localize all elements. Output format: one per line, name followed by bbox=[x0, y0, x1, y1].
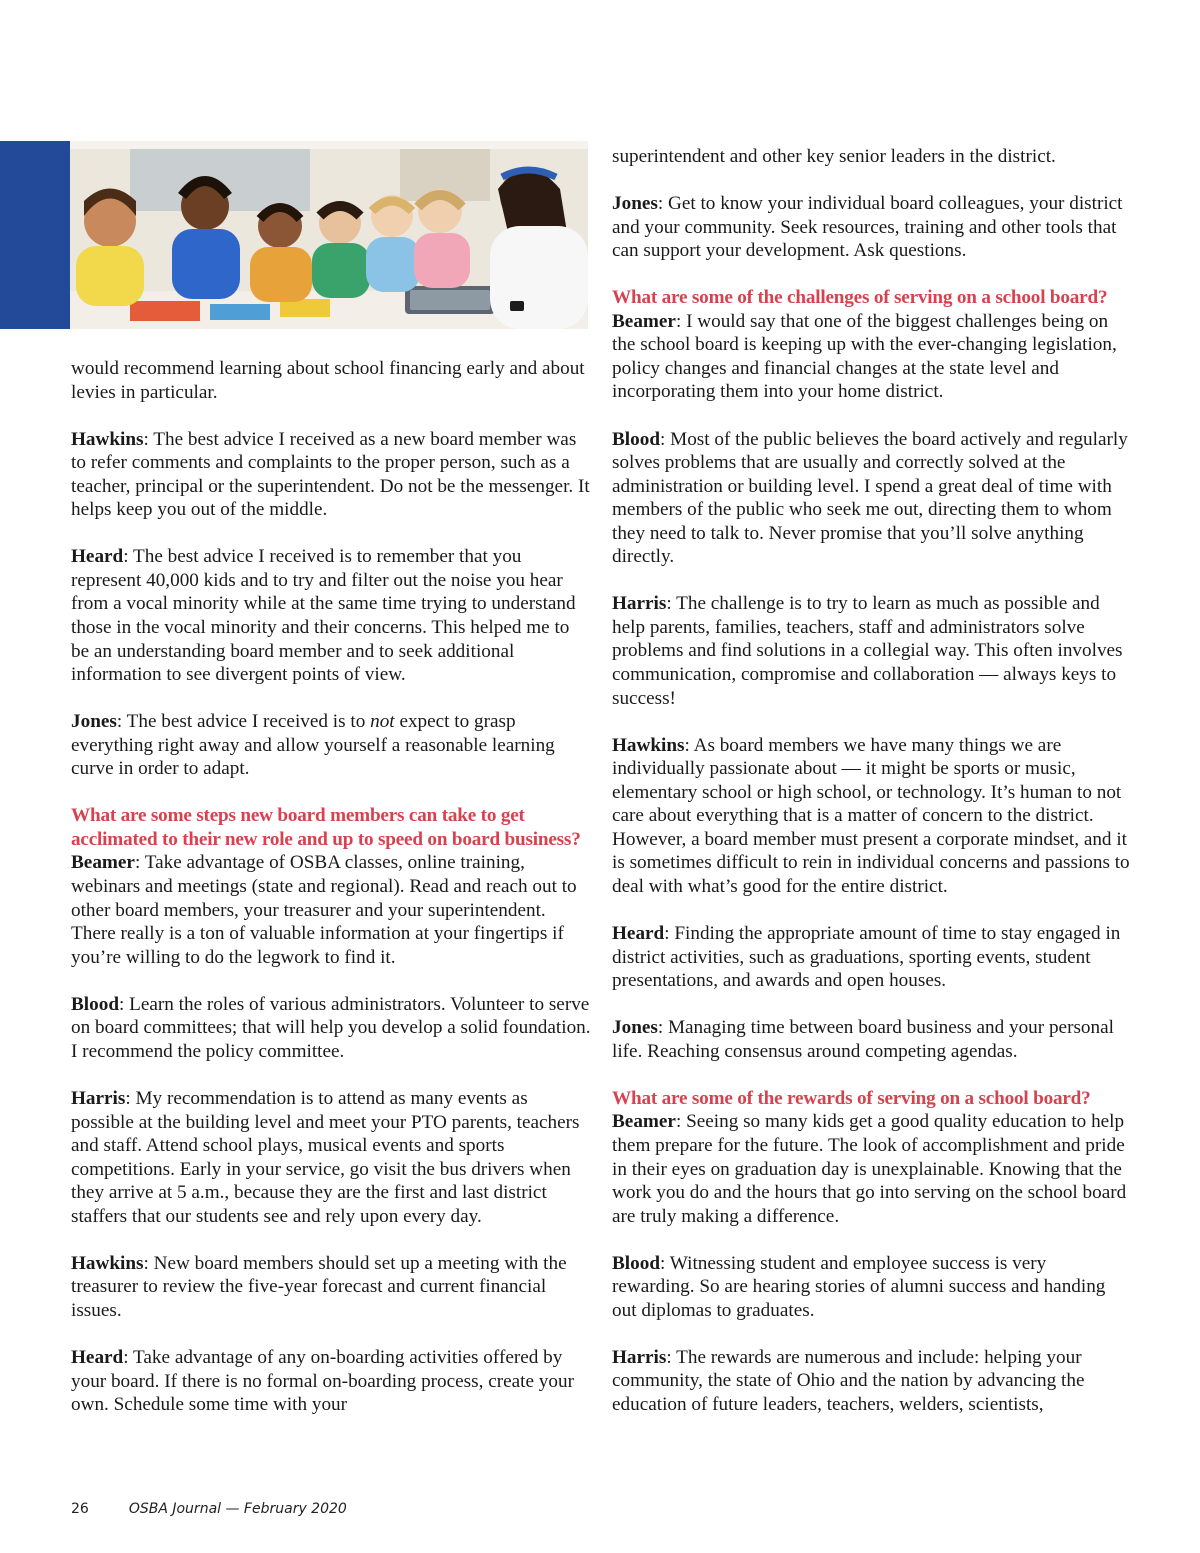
paragraph: Harris: The rewards are numerous and include: helping your community, the state of Ohio and the nation by advancing the education of future leaders, teachers, welders, scientists, bbox=[612, 1346, 1085, 1415]
paragraph: Beamer: Seeing so many kids get a good quality education to help them prepare for the future. The look of accomplishment and pride in their eyes on graduation day is unexplainable. Knowing that the work you do and the hours that go into serving on the school board are truly making a difference. bbox=[612, 1111, 1127, 1227]
speaker-name: Beamer bbox=[612, 310, 676, 332]
paragraph: Blood: Most of the public believes the board actively and regularly solves problems that are usually and correctly solved at the administration or building level. I spend a great deal of time with members of the public who seek me out, directing them to whom they need to talk to. Never promise that you’ll solve anything directly. bbox=[612, 428, 1128, 568]
paragraph: superintendent and other key senior leaders in the district. bbox=[612, 146, 1056, 167]
question-heading: What are some steps new board members can take to get acclimated to their new role and up to speed on board business? bbox=[71, 805, 581, 850]
paragraph: Harris: My recommendation is to attend as many events as possible at the building level and meet your PTO parents, teachers and staff. Attend school plays, musical events and sports competitions. Early in your service, go visit the bus drivers when they arrive at 5 a.m., because they are the first and last district staffers that our students see and rely upon every day. bbox=[71, 1087, 580, 1227]
paragraph: Heard: Finding the appropriate amount of time to stay engaged in district activities, such as graduations, sporting events, student presentations, and awards and open houses. bbox=[612, 923, 1121, 992]
speaker-name: Hawkins bbox=[71, 1252, 144, 1274]
speaker-name: Hawkins bbox=[71, 428, 144, 450]
paragraph: Jones: Managing time between board business and your personal life. Reaching consensus around competing agendas. bbox=[612, 1017, 1114, 1062]
page-number: 26 bbox=[71, 1501, 89, 1517]
blue-side-tab bbox=[0, 141, 70, 329]
paragraph: Beamer: I would say that one of the biggest challenges being on the school board is keeping up with the ever-changing legislation, policy changes and financial changes at the state level and incorporating them into your home district. bbox=[612, 310, 1117, 403]
journal-title: OSBA Journal — February 2020 bbox=[128, 1501, 347, 1517]
speaker-name: Harris bbox=[71, 1087, 126, 1109]
paragraph: Harris: The challenge is to try to learn as much as possible and help parents, families, teachers, staff and administrators solve problems and find solutions in a collegial way. This often involves communication, compromise and collaboration — always keys to success! bbox=[612, 593, 1123, 709]
paragraph: Jones: Get to know your individual board colleagues, your district and your community. Seek resources, training and other tools that can support your development. Ask questions. bbox=[612, 193, 1123, 262]
paragraph: Heard: The best advice I received is to remember that you represent 40,000 kids and to try and filter out the noise you hear from a vocal minority while at the same time trying to understand those in the vocal minority and their concerns. This helped me to be an understanding board member and to seek additional information to see divergent points of view. bbox=[71, 546, 576, 686]
paragraph: Blood: Witnessing student and employee success is very rewarding. So are hearing stories of alumni success and handing out diplomas to graduates. bbox=[612, 1252, 1106, 1321]
speaker-name: Heard bbox=[71, 546, 124, 568]
speaker-name: Blood bbox=[612, 428, 660, 450]
paragraph: Beamer: Take advantage of OSBA classes, online training, webinars and meetings (state and regional). Read and reach out to other board members, your treasurer and your superintendent. There really is a ton of valuable information at your fingertips if you’re willing to do the legwork to find it. bbox=[71, 852, 577, 968]
paragraph: Hawkins: As board members we have many things we are individually passionate about — it might be sports or music, elementary school or high school, or technology. It’s human to not care about everything that is a matter of concern to the district. However, a board member must present a corporate mindset, and it is sometimes difficult to rein in individual concerns and passions to deal with what’s good for the entire district. bbox=[612, 734, 1130, 897]
speaker-name: Harris bbox=[612, 1346, 667, 1368]
classroom-photo-icon bbox=[70, 141, 588, 329]
speaker-name: Blood bbox=[71, 993, 119, 1015]
speaker-name: Blood bbox=[612, 1252, 660, 1274]
speaker-name: Jones bbox=[71, 711, 117, 733]
speaker-name: Heard bbox=[612, 923, 665, 945]
speaker-name: Jones bbox=[612, 1017, 658, 1039]
question-heading: What are some of the rewards of serving on a school board? bbox=[612, 1087, 1091, 1109]
speaker-name: Beamer bbox=[71, 852, 135, 874]
speaker-name: Jones bbox=[612, 193, 658, 215]
paragraph: Jones: The best advice I received is to not expect to grasp everything right away and allow yourself a reasonable learning curve in order to adapt. bbox=[71, 711, 555, 780]
paragraph: Heard: Take advantage of any on-boarding activities offered by your board. If there is no formal on-boarding process, create your own. Schedule some time with your bbox=[71, 1346, 574, 1416]
question-heading: What are some of the challenges of serving on a school board? bbox=[612, 287, 1108, 309]
paragraph: Hawkins: The best advice I received as a new board member was to refer comments and complaints to the proper person, such as a teacher, principal or the superintendent. Do not be the messenger. It helps keep you out of the middle. bbox=[71, 428, 590, 521]
paragraph: Hawkins: New board members should set up a meeting with the treasurer to review the five-year forecast and current financial issues. bbox=[71, 1252, 567, 1321]
left-column bbox=[71, 357, 591, 1440]
right-column bbox=[612, 145, 1132, 1440]
paragraph: Blood: Learn the roles of various administrators. Volunteer to serve on board committees; that will help you develop a solid foundation. I recommend the policy committee. bbox=[71, 993, 591, 1062]
speaker-name: Beamer bbox=[612, 1111, 676, 1133]
paragraph: would recommend learning about school financing early and about levies in particular. bbox=[71, 358, 585, 403]
speaker-name: Harris bbox=[612, 593, 667, 615]
speaker-name: Heard bbox=[71, 1346, 124, 1368]
page-footer bbox=[71, 1501, 347, 1517]
speaker-name: Hawkins bbox=[612, 734, 685, 756]
classroom-photo bbox=[70, 141, 588, 329]
